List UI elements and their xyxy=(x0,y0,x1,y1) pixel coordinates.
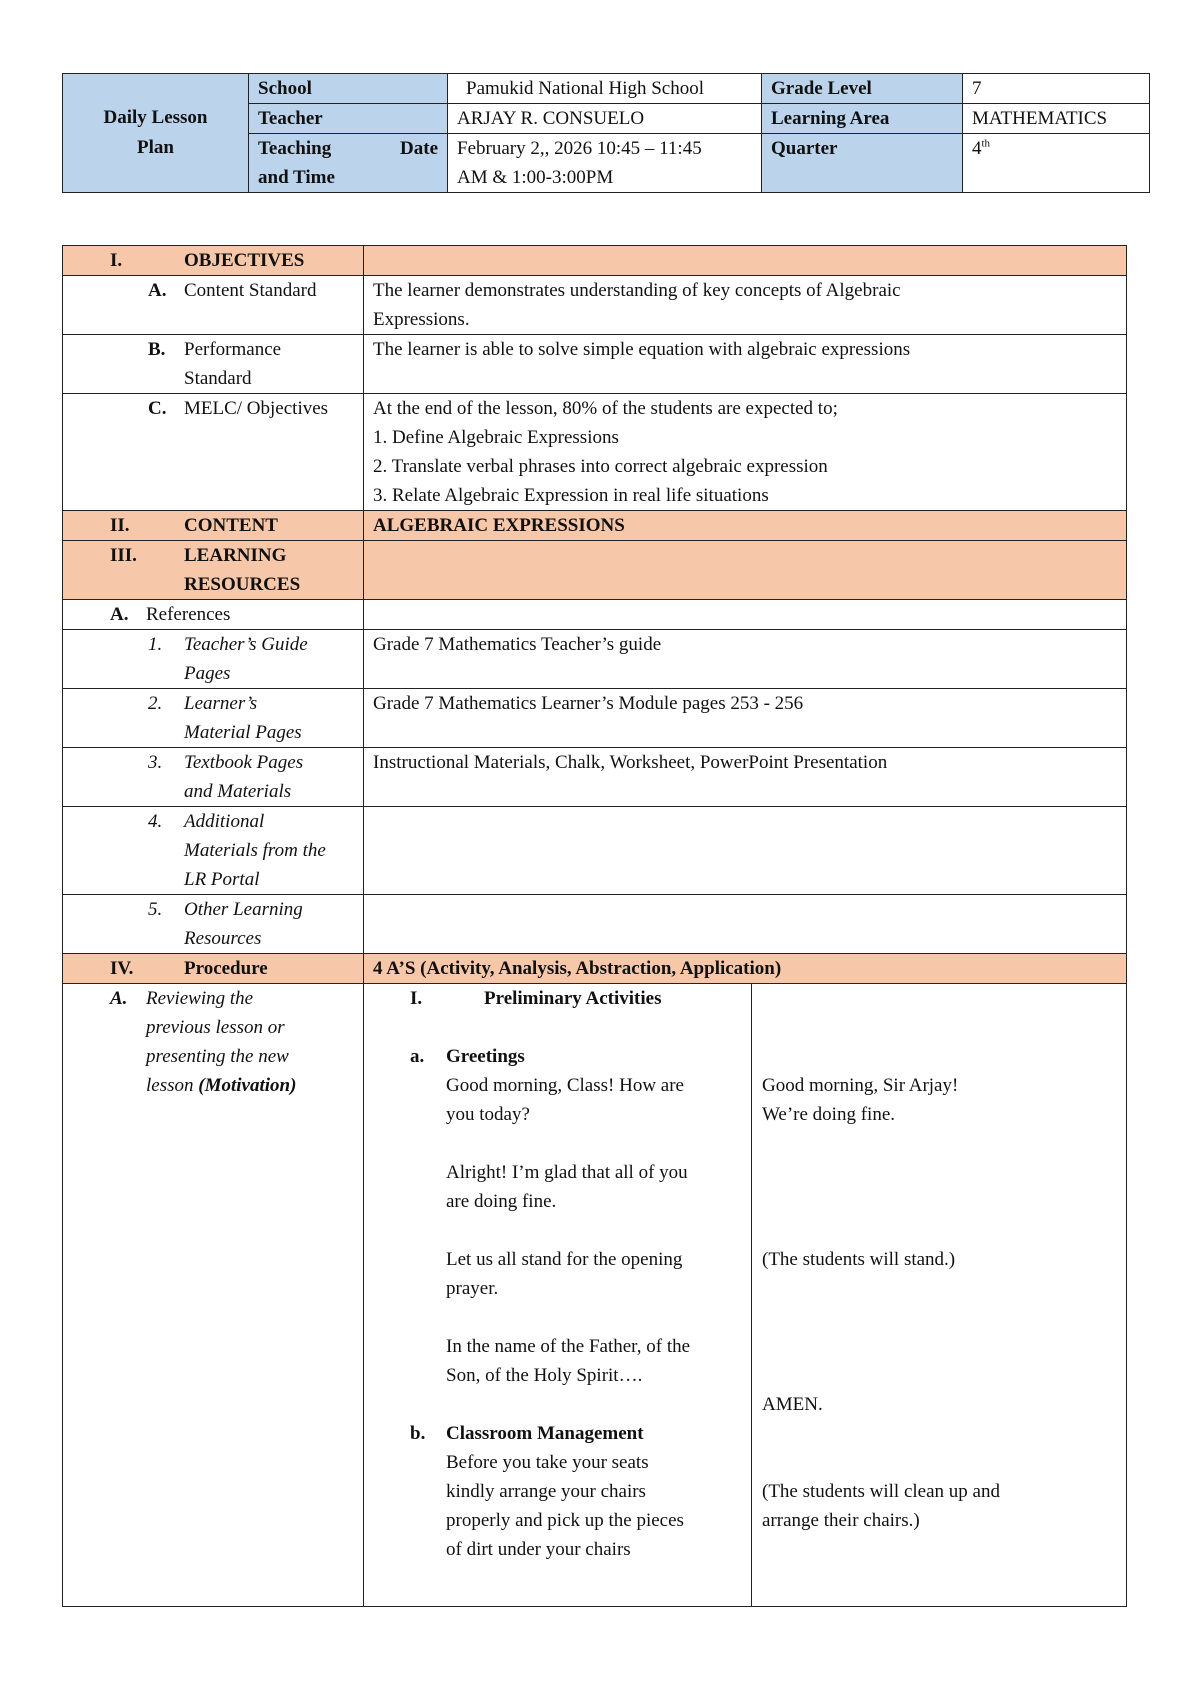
melc-line: 1. Define Algebraic Expressions xyxy=(373,427,619,448)
reference-item-row xyxy=(63,689,1127,748)
content-standard-value xyxy=(364,276,1127,335)
teaching-word: Teaching xyxy=(258,138,332,159)
objectives-row xyxy=(63,246,1127,276)
content-standard-line-2: Expressions. xyxy=(373,309,470,330)
preliminary-number: I. xyxy=(410,988,423,1009)
student-line: AMEN. xyxy=(762,1394,823,1415)
reference-item-value xyxy=(364,807,1127,895)
teaching-date-value xyxy=(448,134,762,193)
grade-level-value: 7 xyxy=(963,74,1150,104)
reference-item-number: 2. xyxy=(148,693,163,714)
procedure-a-letter: A. xyxy=(110,988,128,1009)
references-label: References xyxy=(146,604,231,625)
content-title: CONTENT xyxy=(184,515,278,536)
and-time-word: and Time xyxy=(258,167,335,188)
reference-item-row xyxy=(63,895,1127,954)
reference-item-number: 1. xyxy=(148,634,163,655)
date-word: Date xyxy=(400,138,438,159)
classroom-management-letter: b. xyxy=(410,1423,426,1444)
learning-resources-title-1: LEARNING xyxy=(184,545,287,566)
performance-standard-label-2: Standard xyxy=(184,368,252,389)
student-line: Good morning, Sir Arjay! xyxy=(762,1075,959,1096)
lesson-header-table xyxy=(62,73,1150,193)
reference-item-label: Learner’s xyxy=(184,693,258,714)
learning-resources-number: III. xyxy=(110,545,137,566)
grade-level-label: Grade Level xyxy=(762,74,963,104)
student-line: We’re doing fine. xyxy=(762,1104,895,1125)
reference-item-value: Instructional Materials, Chalk, Worksheet, PowerPoint Presentation xyxy=(364,748,1127,807)
content-standard-line-1: The learner demonstrates understanding of key concepts of Algebraic xyxy=(373,280,901,301)
objectives-heading-value xyxy=(364,246,1127,276)
reference-item-label: Textbook Pages xyxy=(184,752,304,773)
procedure-row xyxy=(63,954,1127,984)
teacher-line: of dirt under your chairs xyxy=(446,1539,631,1560)
teacher-line: properly and pick up the pieces xyxy=(446,1510,684,1531)
teacher-column xyxy=(364,984,752,1606)
reference-item-label: LR Portal xyxy=(184,869,260,890)
objectives-number: I. xyxy=(110,250,123,271)
learning-area-value: MATHEMATICS xyxy=(963,104,1150,134)
teacher-label: Teacher xyxy=(249,104,448,134)
procedure-a-label: lesson xyxy=(146,1075,194,1096)
melc-row xyxy=(63,394,1127,511)
references-row xyxy=(63,600,1127,630)
performance-standard-value: The learner is able to solve simple equation with algebraic expressions xyxy=(364,335,1127,394)
melc-line: 3. Relate Algebraic Expression in real life situations xyxy=(373,485,769,506)
performance-standard-letter: B. xyxy=(148,339,166,360)
reference-item-label: and Materials xyxy=(184,781,292,802)
reference-item-value: Grade 7 Mathematics Teacher’s guide xyxy=(364,630,1127,689)
melc-label: MELC/ Objectives xyxy=(184,398,329,419)
procedure-title: Procedure xyxy=(184,958,268,979)
performance-standard-row xyxy=(63,335,1127,394)
content-standard-label: Content Standard xyxy=(184,280,317,301)
content-value: ALGEBRAIC EXPRESSIONS xyxy=(364,511,1127,541)
teacher-line: you today? xyxy=(446,1104,530,1125)
procedure-a-row xyxy=(63,984,1127,1607)
school-label: School xyxy=(249,74,448,104)
reference-item-label: Material Pages xyxy=(184,722,302,743)
teaching-date-line-2: AM & 1:00-3:00PM xyxy=(457,167,614,188)
reference-item-row xyxy=(63,748,1127,807)
learning-resources-row xyxy=(63,541,1127,600)
melc-line: At the end of the lesson, 80% of the students are expected to; xyxy=(373,398,838,419)
procedure-a-label: presenting the new xyxy=(146,1046,289,1067)
learning-resources-title-2: RESOURCES xyxy=(184,574,301,595)
reference-item-label: Materials from the xyxy=(184,840,326,861)
teaching-date-line-1: February 2,, 2026 10:45 – 11:45 xyxy=(457,138,702,159)
reference-item-label: Resources xyxy=(184,928,262,949)
procedure-a-motivation: (Motivation) xyxy=(198,1075,297,1096)
references-value xyxy=(364,600,1127,630)
teacher-line: Before you take your seats xyxy=(446,1452,649,1473)
learning-area-label: Learning Area xyxy=(762,104,963,134)
content-standard-row xyxy=(63,276,1127,335)
greetings-letter: a. xyxy=(410,1046,425,1067)
quarter-suffix: th xyxy=(981,137,991,150)
student-line: (The students will clean up and xyxy=(762,1481,1000,1502)
teacher-line: are doing fine. xyxy=(446,1191,557,1212)
teacher-line: Good morning, Class! How are xyxy=(446,1075,684,1096)
references-letter: A. xyxy=(110,604,129,625)
reference-item-number: 3. xyxy=(148,752,163,773)
content-row xyxy=(63,511,1127,541)
melc-line: 2. Translate verbal phrases into correct algebraic expression xyxy=(373,456,828,477)
procedure-a-label: previous lesson or xyxy=(146,1017,285,1038)
quarter-number: 4 xyxy=(972,138,982,159)
dlp-label xyxy=(63,74,249,193)
quarter-label: Quarter xyxy=(762,134,963,193)
teacher-line: In the name of the Father, of the xyxy=(446,1336,691,1357)
reference-item-number: 4. xyxy=(148,811,163,832)
greetings-title: Greetings xyxy=(446,1046,525,1067)
reference-item-row xyxy=(63,807,1127,895)
reference-item-label: Teacher’s Guide xyxy=(184,634,308,655)
student-line: arrange their chairs.) xyxy=(762,1510,920,1531)
objectives-heading xyxy=(63,246,364,276)
classroom-management-title: Classroom Management xyxy=(446,1423,644,1444)
learning-resources-value xyxy=(364,541,1127,600)
procedure-value: 4 A’S (Activity, Analysis, Abstraction, Application) xyxy=(364,954,1127,984)
teacher-line: prayer. xyxy=(446,1278,499,1299)
procedure-number: IV. xyxy=(110,958,134,979)
reference-item-row xyxy=(63,630,1127,689)
quarter-value xyxy=(963,134,1150,193)
teacher-line: kindly arrange your chairs xyxy=(446,1481,646,1502)
teacher-line: Let us all stand for the opening xyxy=(446,1249,683,1270)
lesson-plan-table xyxy=(62,245,1127,1607)
dlp-label-text: Daily Lesson Plan xyxy=(103,107,208,158)
reference-item-number: 5. xyxy=(148,899,163,920)
melc-letter: C. xyxy=(148,398,167,419)
school-value: Pamukid National High School xyxy=(448,74,762,104)
teaching-date-label xyxy=(249,134,448,193)
procedure-a-content xyxy=(364,984,1127,1607)
preliminary-title: Preliminary Activities xyxy=(484,988,662,1009)
reference-item-label: Other Learning xyxy=(184,899,303,920)
reference-item-value xyxy=(364,895,1127,954)
teacher-line: Alright! I’m glad that all of you xyxy=(446,1162,688,1183)
teacher-value: ARJAY R. CONSUELO xyxy=(448,104,762,134)
teacher-line: Son, of the Holy Spirit…. xyxy=(446,1365,643,1386)
student-column xyxy=(752,984,1126,1606)
content-number: II. xyxy=(110,515,130,536)
content-standard-letter: A. xyxy=(148,280,167,301)
student-line: (The students will stand.) xyxy=(762,1249,956,1270)
melc-value xyxy=(364,394,1127,511)
reference-item-value: Grade 7 Mathematics Learner’s Module pages 253 - 256 xyxy=(364,689,1127,748)
objectives-title: OBJECTIVES xyxy=(184,250,305,271)
procedure-a-label: Reviewing the xyxy=(146,988,254,1009)
reference-item-label: Additional xyxy=(184,811,265,832)
reference-item-label: Pages xyxy=(184,663,231,684)
performance-standard-label-1: Performance xyxy=(184,339,282,360)
